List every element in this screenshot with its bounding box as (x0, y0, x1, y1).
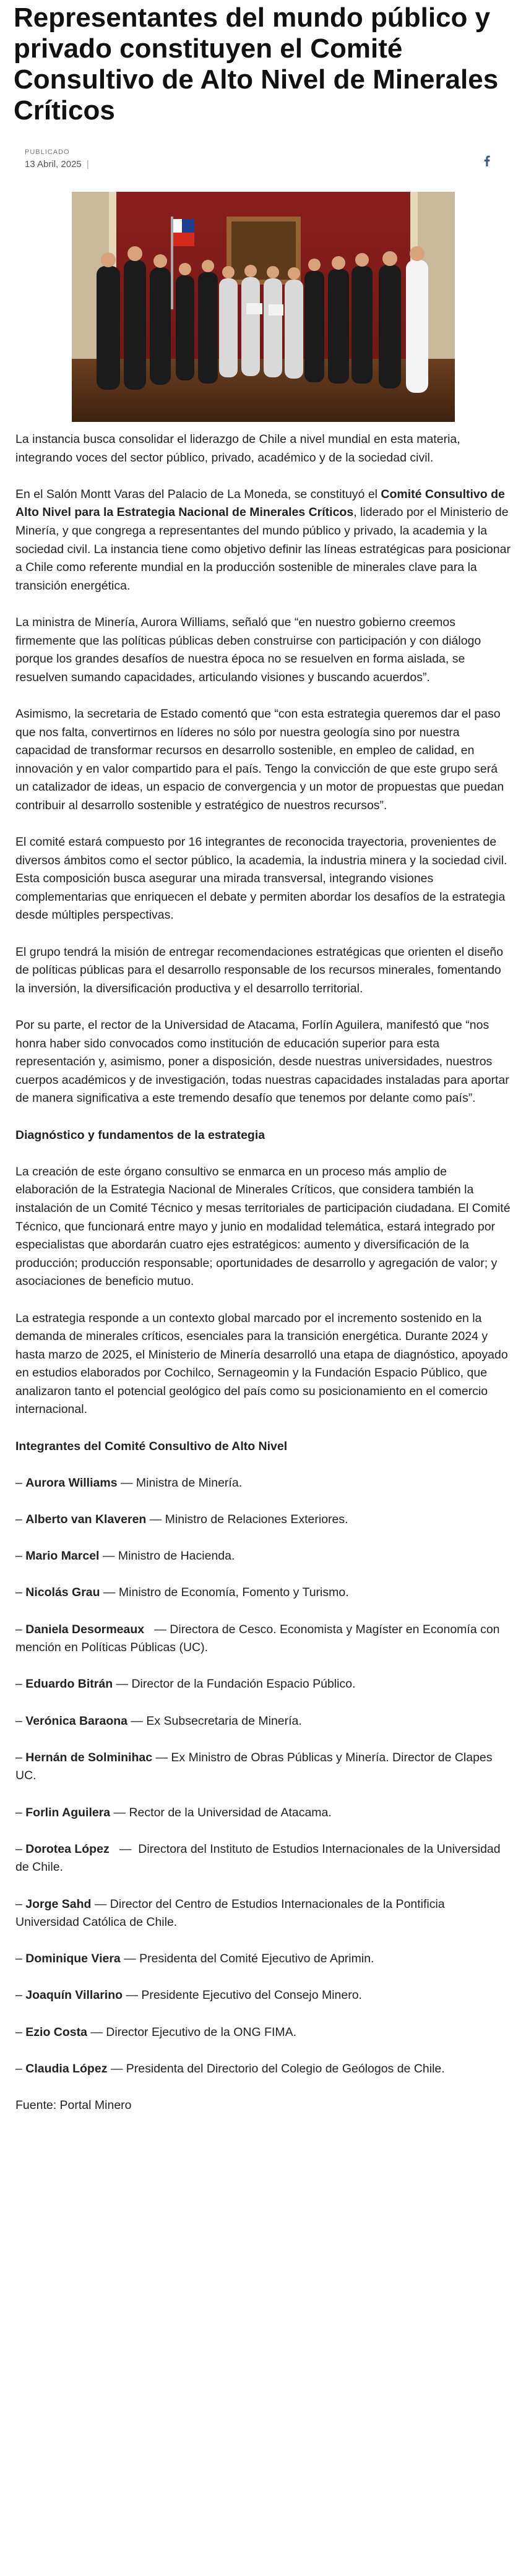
facebook-icon (484, 155, 490, 166)
article-body (15, 431, 511, 2133)
member-dash: – (15, 1750, 26, 1764)
member-name: Jorge Sahd (25, 1897, 92, 1911)
member-dash: – (15, 1714, 26, 1728)
member-name: Ezio Costa (25, 2025, 87, 2039)
member-role: — Director del Centro de Estudios Internacionales de la Pontificia Universidad Católica de Chile. (15, 1897, 449, 1930)
member-role: — Ex Ministro de Obras Públicas y Minería. Director de Clapes UC. (15, 1750, 496, 1783)
member-name: Verónica Baraona (25, 1714, 128, 1728)
member-role: — Directora de Cesco. Economista y Magíster en Economía con mención en Políticas Públicas (UC). (15, 1622, 503, 1655)
member-name: Hernán de Solminihac (25, 1750, 153, 1764)
member-role: — Directora del Instituto de Estudios Internacionales de la Universidad de Chile. (15, 1842, 504, 1874)
paragraph: La ministra de Minería, Aurora Williams, señaló que “en nuestro gobierno creemos firmemente que las políticas públicas deben construirse con participación y con diálogo porque los grandes desafíos de nuestra época no se resuelven en forma aislada, se resuelven sumando capacidades, articulando visiones y buscando acuerdos”. (15, 615, 481, 684)
member-dash: – (15, 1677, 26, 1691)
section-heading: Diagnóstico y fundamentos de la estrategia (15, 1128, 265, 1142)
member-role: — Director de la Fundación Espacio Público. (113, 1677, 356, 1691)
member-name: Mario Marcel (25, 1549, 100, 1563)
member-item (15, 1511, 511, 1529)
member-role: — Ministro de Hacienda. (99, 1549, 235, 1563)
member-name: Joaquín Villarino (25, 1988, 123, 2003)
member-dash: – (15, 1897, 26, 1911)
paragraph: Asimismo, la secretaria de Estado comentó que “con esta estrategia queremos dar el paso que nos falta, convertirnos en líderes no sólo por nuestra geología sino por nuestra capacidad de transformar recursos en desarrollo sostenible, en empleo de calidad, en innovación y en valor compartido para el país. Tengo la convicción de que este grupo será un catalizador de ideas, un espacio de convergencia y un motor de propuestas que puedan contribuir al desarrollo sostenible y estratégico de nuestros recursos”. (15, 706, 504, 812)
published-date-line (25, 159, 89, 170)
paragraph: Por su parte, el rector de la Universidad de Atacama, Forlín Aguilera, manifestó que “nos honra haber sido convocados como institución de educación superior para esta representación y, asimismo, poner a disposición, desde nuestras universidades, nuestros cuerpos académicos y de investigación, todas nuestras capacidades instaladas para aportar de manera significativa a este tremendo desafío que tenemos por delante como país”. (15, 1018, 509, 1106)
members-list (15, 1474, 511, 2079)
paragraph: El grupo tendrá la misión de entregar recomendaciones estratégicas que orienten el diseño de políticas públicas para el desarrollo responsable de los recursos minerales, fomentando la inversión, la diversificación productiva y el desarrollo territorial. (15, 945, 504, 995)
group-photo (72, 192, 455, 422)
member-role: — Presidenta del Directorio del Colegio de Geólogos de Chile. (107, 2061, 445, 2076)
member-role: — Rector de la Universidad de Atacama. (110, 1805, 332, 1819)
date-separator: | (86, 159, 89, 170)
member-dash: – (15, 1586, 26, 1600)
paragraph: La creación de este órgano consultivo se enmarca en un proceso más amplio de elaboración de la Estrategia Nacional de Minerales Críticos, que considera también la instalación de un Comité Técnico y mesas territoriales de participación ciudadana. El Comité Técnico, que funcionará entre mayo y junio en modalidad telemática, estará integrado por especialistas que abordarán cuatro ejes estratégicos: aumento y diversificación de la producción; producción responsable; oportunidades de desarrollo y agregación de valor; y asociaciones de beneficio mutuo. (15, 1164, 511, 1289)
member-item (15, 1950, 511, 1968)
paragraph: El comité estará compuesto por 16 integrantes de reconocida trayectoria, provenientes de diversos ámbitos como el sector público, la academia, la industria minera y la sociedad civil. Esta composición busca asegurar una mirada transversal, integrando visiones complementarias que enriquecen el debate y permiten abordar los desafíos de la estrategia desde múltiples perspectivas. (15, 835, 507, 922)
member-dash: – (15, 1549, 26, 1563)
member-item (15, 1749, 511, 1785)
member-name: Aurora Williams (25, 1475, 118, 1490)
member-item (15, 2024, 511, 2042)
member-role: — Ministra de Minería. (117, 1475, 243, 1490)
member-name: Dominique Viera (25, 1952, 121, 1966)
member-item (15, 1896, 511, 1932)
member-dash: – (15, 1513, 26, 1527)
member-name: Claudia López (25, 2061, 108, 2076)
member-item (15, 1712, 511, 1731)
member-item (15, 1474, 511, 1493)
member-item (15, 1675, 511, 1694)
member-dash: – (15, 1988, 26, 2003)
article-title: Representantes del mundo público y privado constituyen el Comité Consultivo de Alto Nivel de Minerales Críticos (14, 2, 499, 126)
paragraph: En el Salón Montt Varas del Palacio de La Moneda, se constituyó el Comité Consultivo de Alto Nivel para la Estrategia Nacional de Minerales Críticos, liderado por el Ministerio de Minería, y que congrega a representantes del mundo público y privado, la academia y la sociedad civil. La instancia tiene como objetivo definir las líneas estratégicas para posicionar a Chile como referente mundial en la producción sostenible de minerales clave para la transición energética. (15, 487, 511, 593)
member-item (15, 1584, 511, 1602)
member-role: — Presidente Ejecutivo del Consejo Minero. (123, 1988, 362, 2003)
member-dash: – (15, 2061, 26, 2076)
member-role: — Ministro de Economía, Fomento y Turismo. (100, 1586, 349, 1600)
published-date: 13 Abril, 2025 (25, 159, 82, 170)
facebook-share-button[interactable] (481, 154, 493, 168)
member-name: Eduardo Bitrán (25, 1677, 113, 1691)
member-role: — Director Ejecutivo de la ONG FIMA. (87, 2025, 297, 2039)
member-name: Daniela Desormeaux (25, 1622, 145, 1636)
member-dash: – (15, 1842, 26, 1856)
committee-name: Comité Consultivo de Alto Nivel para la Estrategia Nacional de Minerales Críticos (15, 487, 505, 520)
paragraph: La estrategia responde a un contexto global marcado por el incremento sostenido en la demanda de minerales críticos, esenciales para la transición energética. Durante 2024 y hasta marzo de 2025, el Ministerio de Minería desarrolló una etapa de diagnóstico, apoyado en estudios elaborados por Cochilco, Sernageomin y la Fundación Espacio Público, que analizaron tanto el potencial geológico del país como su posicionamiento en el comercio internacional. (15, 1311, 508, 1417)
member-role: — Presidenta del Comité Ejecutivo de Aprimin. (120, 1952, 374, 1966)
member-dash: – (15, 1952, 26, 1966)
member-item (15, 1840, 511, 1877)
member-dash: – (15, 1475, 26, 1490)
member-role: — Ex Subsecretaria de Minería. (127, 1714, 302, 1728)
section-heading: Integrantes del Comité Consultivo de Alto Nivel (15, 1439, 288, 1453)
source-credit: Fuente: Portal Minero (15, 2098, 132, 2113)
member-dash: – (15, 1622, 26, 1636)
member-item (15, 2060, 511, 2079)
member-item (15, 1621, 511, 1657)
member-name: Dorotea López (25, 1842, 110, 1856)
member-name: Nicolás Grau (25, 1586, 100, 1600)
member-item (15, 1547, 511, 1566)
member-item (15, 1986, 511, 2005)
member-item (15, 1804, 511, 1823)
published-label: PUBLICADO (25, 148, 70, 156)
member-role: — Ministro de Relaciones Exteriores. (146, 1513, 348, 1527)
member-dash: – (15, 2025, 26, 2039)
member-dash: – (15, 1805, 26, 1819)
member-name: Forlin Aguilera (25, 1805, 111, 1819)
paragraph: La instancia busca consolidar el liderazgo de Chile a nivel mundial en esta materia, integrando voces del sector público, privado, académico y de la sociedad civil. (15, 432, 460, 465)
member-name: Alberto van Klaveren (25, 1513, 147, 1527)
